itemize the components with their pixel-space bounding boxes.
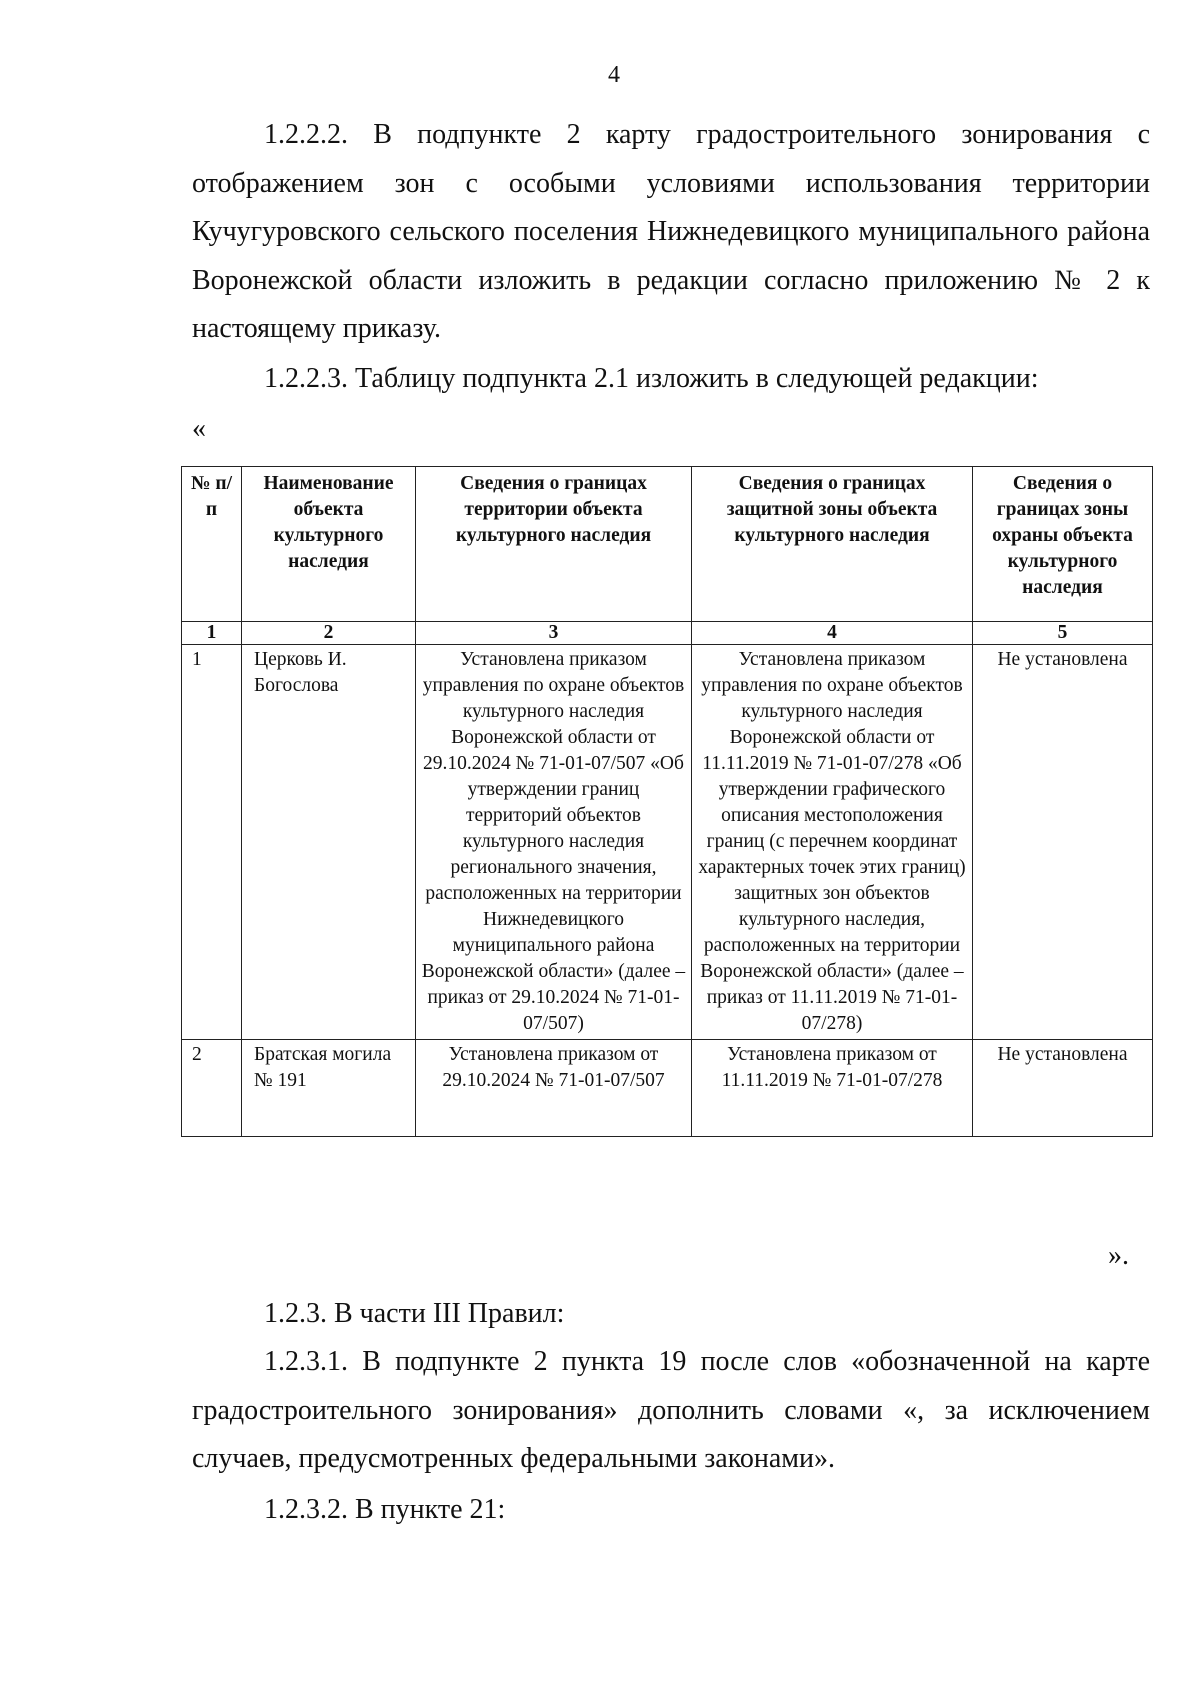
protection-zone-info: Не установлена	[973, 1040, 1153, 1137]
paragraph-1-2-2-3: 1.2.2.3. Таблицу подпункта 2.1 изложить в следующей редакции:	[264, 363, 1039, 394]
closing-quote: ».	[1108, 1240, 1129, 1271]
header-protective-zone-borders: Сведения о границах защитной зоны объекта культурного наследия	[692, 467, 973, 622]
heritage-table	[181, 466, 1153, 1137]
table-row	[182, 1040, 1153, 1137]
table-row	[182, 645, 1153, 1040]
column-number: 3	[416, 622, 692, 645]
territory-info: Установлена приказом управления по охране объектов культурного наследия Воронежской области от 29.10.2024 № 71-01-07/507 «Об утверждении границ территорий объектов культурного наследия регионального значения, расположенных на территории Нижнедевицкого муниципального района Воронежской области» (далее – приказ от 29.10.2024 № 71-01-07/507)	[416, 645, 692, 1040]
header-object-name: Наименование объекта культурного наследия	[242, 467, 416, 622]
column-number: 1	[182, 622, 242, 645]
column-number: 2	[242, 622, 416, 645]
paragraph-1-2-3: 1.2.3. В части III Правил:	[264, 1298, 565, 1329]
row-number: 2	[182, 1040, 242, 1137]
header-number: № п/п	[182, 467, 242, 622]
opening-quote: «	[192, 413, 206, 444]
protection-zone-info: Не установлена	[973, 645, 1153, 1040]
territory-info: Установлена приказом от 29.10.2024 № 71-01-07/507	[416, 1040, 692, 1137]
protective-zone-info: Установлена приказом от 11.11.2019 № 71-01-07/278	[692, 1040, 973, 1137]
table-header-row	[182, 467, 1153, 622]
object-name: Церковь И. Богослова	[242, 645, 416, 1040]
paragraph-1-2-2-2: 1.2.2.2. В подпункте 2 карту градостроительного зонирования с отображением зон с особыми условиями использования территории Кучугуровского сельского поселения Нижнедевицкого муниципального района Воронежской области изложить в редакции согласно приложению № 2 к настоящему приказу.	[192, 119, 1150, 344]
column-number: 5	[973, 622, 1153, 645]
row-number: 1	[182, 645, 242, 1040]
header-territory-borders: Сведения о границах территории объекта культурного наследия	[416, 467, 692, 622]
paragraph-1-2-3-1: 1.2.3.1. В подпункте 2 пункта 19 после слов «обозначенной на карте градостроительного зонирования» дополнить словами «, за исключением случаев, предусмотренных федеральными законами».	[192, 1346, 1150, 1474]
object-name: Братская могила № 191	[242, 1040, 416, 1137]
paragraph-1-2-3-2: 1.2.3.2. В пункте 21:	[264, 1494, 506, 1525]
protective-zone-info: Установлена приказом управления по охране объектов культурного наследия Воронежской области от 11.11.2019 № 71-01-07/278 «Об утверждении графического описания местоположения границ (с перечнем координат характерных точек этих границ) защитных зон объектов культурного наследия, расположенных на территории Воронежской области» (далее – приказ от 11.11.2019 № 71-01-07/278)	[692, 645, 973, 1040]
page-number: 4	[608, 62, 620, 88]
column-number-row	[182, 622, 1153, 645]
header-protection-zone-borders: Сведения о границах зоны охраны объекта культурного наследия	[973, 467, 1153, 622]
column-number: 4	[692, 622, 973, 645]
